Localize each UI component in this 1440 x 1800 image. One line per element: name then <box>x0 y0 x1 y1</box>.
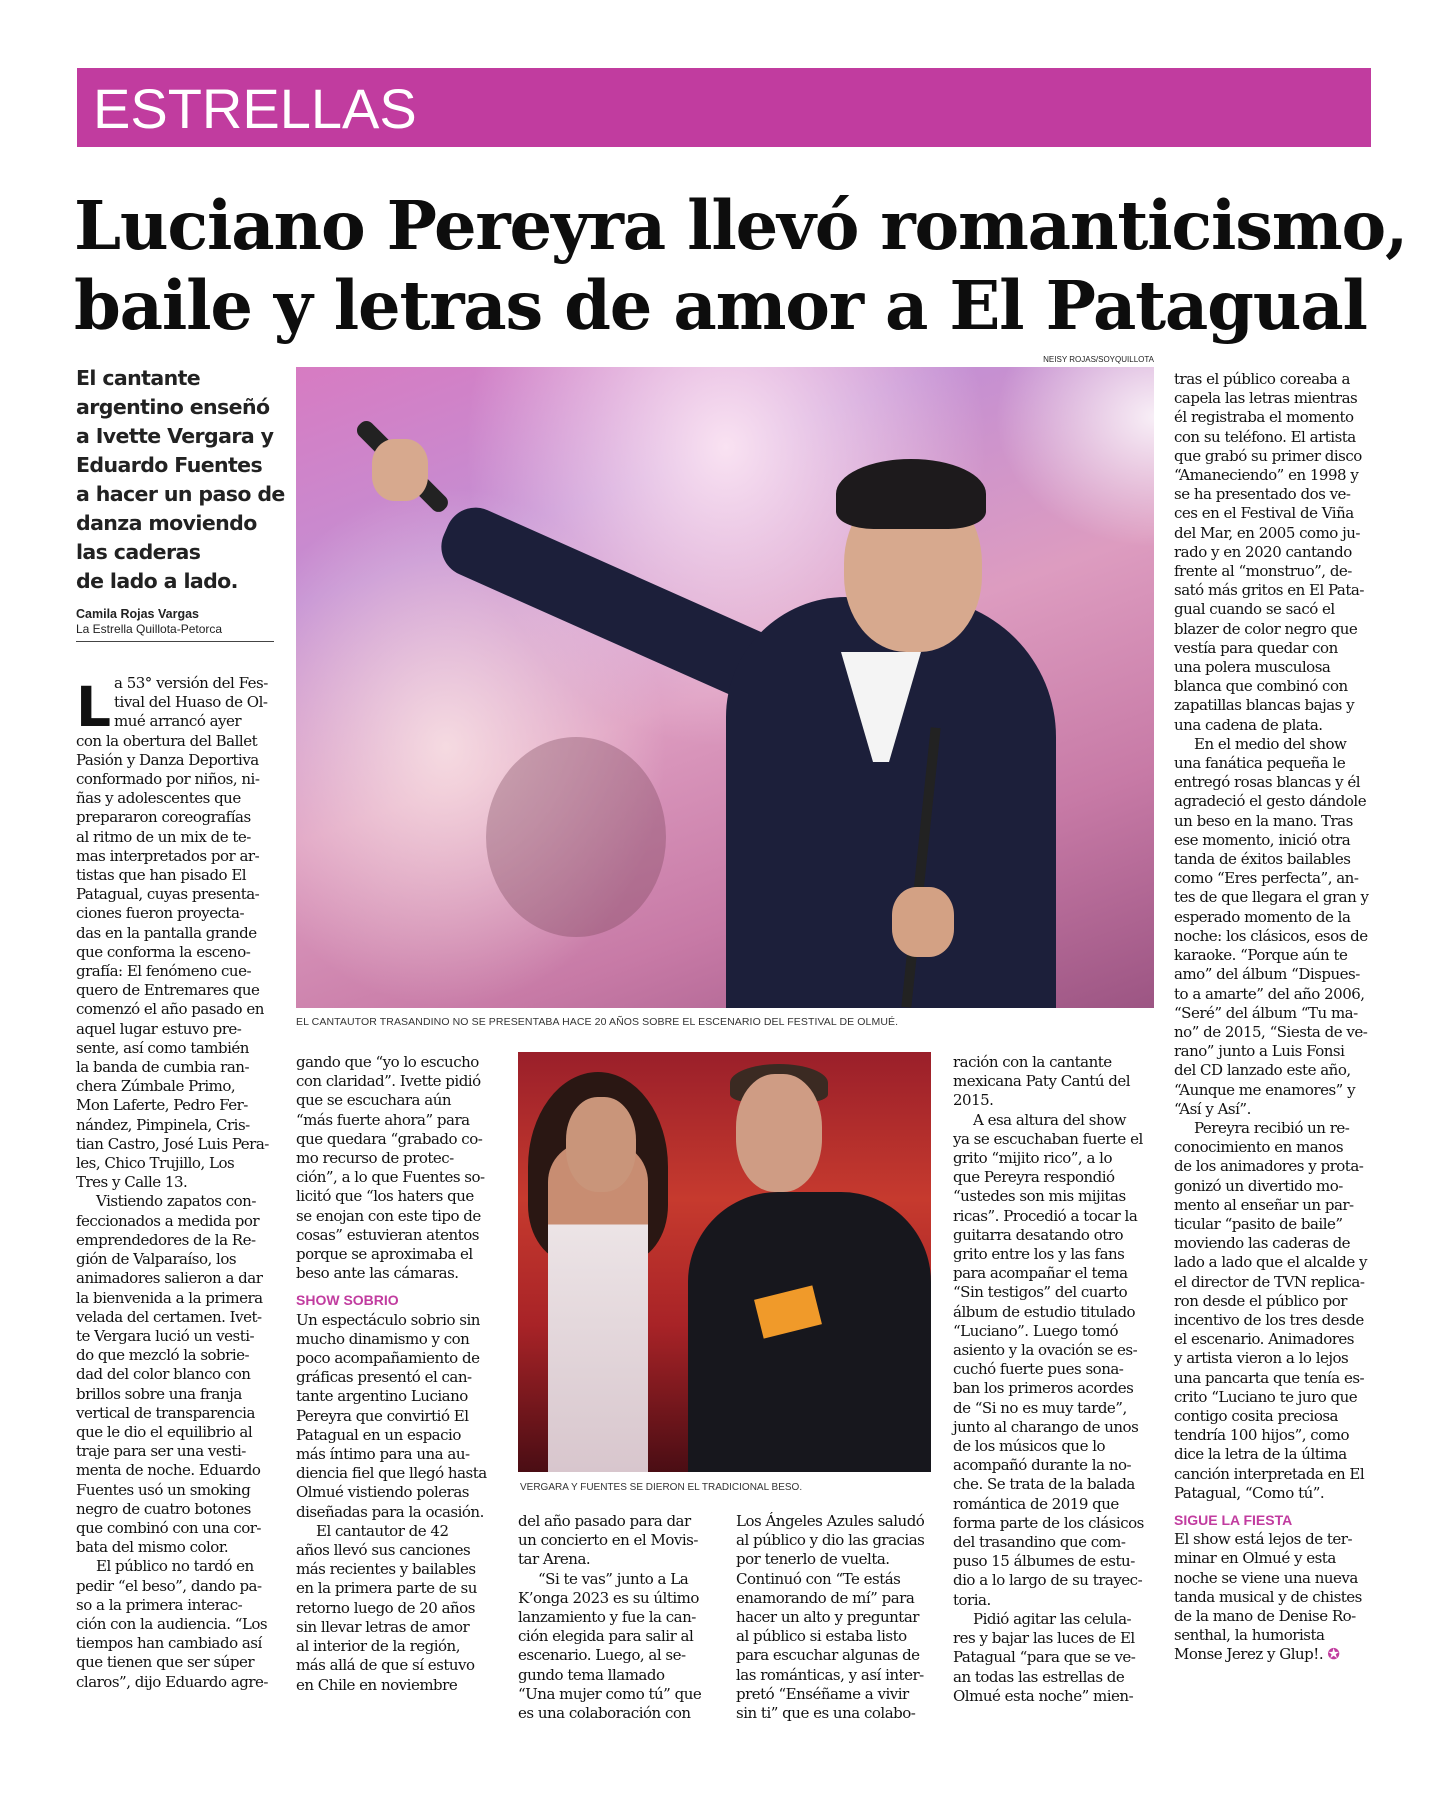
end-mark-icon: ✪ <box>1327 1645 1340 1664</box>
text-line: una polera musculosa <box>1174 658 1331 677</box>
text-line: “Seré” del álbum “Tu ma- <box>1174 1003 1358 1022</box>
text-line: puso 15 álbumes de estu- <box>953 1552 1135 1571</box>
article-column-5 <box>953 1053 1151 1706</box>
text-line: blanca que combinó con <box>1174 677 1348 696</box>
subhead-show-sobrio: SHOW SOBRIO <box>296 1292 399 1309</box>
text-line: conocimiento en manos <box>1174 1138 1344 1157</box>
text-line: tar Arena. <box>518 1550 591 1569</box>
text-line: Patagual, “Como tú”. <box>1174 1483 1325 1502</box>
hosts-photo-caption: VERGARA Y FUENTES SE DIERON EL TRADICIONAL BESO. <box>520 1482 803 1493</box>
text-line: agradeció el gesto dándole <box>1174 792 1367 811</box>
text-line: romántica de 2019 que <box>953 1494 1119 1513</box>
headline <box>74 186 1408 346</box>
article-column-1 <box>76 674 276 1692</box>
text-line: se enojan con este tipo de <box>296 1206 481 1225</box>
text-line: Pasión y Danza Deportiva <box>76 750 259 769</box>
photo-shape <box>688 1192 931 1472</box>
text-line: diencia fiel que llegó hasta <box>296 1464 487 1483</box>
article-column-6 <box>1174 370 1372 1665</box>
text-line: dad del color blanco con <box>76 1365 251 1384</box>
text-line: noche se viene una nueva <box>1174 1568 1358 1587</box>
text-line: lanzamiento y fue la can- <box>518 1608 696 1627</box>
text-line: tiempos han cambiado así <box>76 1634 262 1653</box>
text-line: de los músicos que lo <box>953 1437 1106 1456</box>
text-line: 2015. <box>953 1091 994 1110</box>
text-line: capela las letras mientras <box>1174 389 1358 408</box>
text-line: diseñadas para la ocasión. <box>296 1502 484 1521</box>
text-line: con la obertura del Ballet <box>76 731 258 750</box>
text-line: ración con la cantante <box>953 1053 1112 1071</box>
text-line: escenario. Luego, al se- <box>518 1646 686 1665</box>
hosts-photo <box>518 1052 931 1472</box>
text-line: en Chile en noviembre <box>296 1675 458 1694</box>
text-line: como “Eres perfecta”, an- <box>1174 869 1359 888</box>
text-line: al interior de la región, <box>296 1637 460 1656</box>
deck-line: danza moviendo <box>76 511 257 535</box>
text-line: una cadena de plata. <box>1174 715 1323 734</box>
text-line: que Pereyra respondió <box>953 1168 1115 1187</box>
text-line: grafía: El fenómeno cue- <box>76 962 252 981</box>
text-line: “Aunque me enamores” y <box>1174 1080 1356 1099</box>
text-line: “más fuerte ahora” para <box>296 1110 470 1129</box>
text-line: se ha presentado dos ve- <box>1174 485 1351 504</box>
author-name: Camila Rojas Vargas <box>76 607 199 621</box>
text-line: mexicana Paty Cantú del <box>953 1072 1131 1091</box>
text-line: rano” junto a Luis Fonsi <box>1174 1042 1345 1061</box>
text-line: años llevó sus canciones <box>296 1541 471 1560</box>
publication-name: La Estrella Quillota-Petorca <box>76 622 223 636</box>
text-line: ción elegida para salir al <box>518 1627 694 1646</box>
text-line: grito entre los y las fans <box>953 1245 1125 1264</box>
text-line: con claridad”. Ivette pidió <box>296 1072 481 1091</box>
text-line: mento al enseñar un par- <box>1174 1195 1354 1214</box>
text-line: asiento y la ovación se es- <box>953 1341 1138 1360</box>
section-title: ESTRELLAS <box>93 77 417 140</box>
text-line: das en la pantalla grande <box>76 923 257 942</box>
text-line: Patagual en un espacio <box>296 1425 461 1444</box>
text-line: crito “Luciano te juro que <box>1174 1387 1358 1406</box>
text-line: el director de TVN replica- <box>1174 1272 1365 1291</box>
text-line: Olmué esta noche” mien- <box>953 1686 1134 1705</box>
deck-line: argentino enseñó <box>76 395 270 419</box>
photo-shape <box>736 1074 822 1192</box>
text-line: Monse Jerez y Glup!. ✪ <box>1174 1645 1340 1664</box>
text-line: en la primera parte de su <box>296 1579 477 1598</box>
text-line: al ritmo de un mix de te- <box>76 827 251 846</box>
text-line: an todas las estrellas de <box>953 1667 1125 1686</box>
text-line: de los animadores y prota- <box>1174 1157 1364 1176</box>
subhead-sigue-la-fiesta: SIGUE LA FIESTA <box>1174 1511 1293 1528</box>
text-line: más íntimo para una au- <box>296 1445 470 1464</box>
text-line: sente, así como también <box>76 1038 249 1057</box>
text-line: una pancarta que tenía es- <box>1174 1368 1365 1387</box>
text-line: ción con la audiencia. “Los <box>76 1614 268 1633</box>
text-line: “Una mujer como tú” que <box>518 1684 702 1703</box>
text-line: álbum de estudio titulado <box>953 1302 1136 1321</box>
text-line: gando que “yo lo escucho <box>296 1053 479 1071</box>
text-line: acompañó durante la no- <box>953 1456 1132 1475</box>
text-line: del trasandino que com- <box>953 1533 1126 1552</box>
text-line: Mon Laferte, Pedro Fer- <box>76 1096 248 1115</box>
text-line: Pidió agitar las celula- <box>973 1609 1132 1628</box>
text-line: “Sin testigos” del cuarto <box>953 1283 1128 1302</box>
text-line: claros”, dijo Eduardo agre- <box>76 1672 268 1691</box>
text-line: tanda de éxitos bailables <box>1174 850 1351 869</box>
text-line: mucho dinamismo y con <box>296 1329 470 1348</box>
text-line: que conforma la esceno- <box>76 942 251 961</box>
text-line: El show está lejos de ter- <box>1174 1530 1353 1549</box>
text-line: lado a lado que el alcalde y <box>1174 1253 1367 1272</box>
text-line: ciones fueron proyecta- <box>76 904 245 923</box>
article-column-4 <box>736 1512 932 1723</box>
text-line: que tienen que ser súper <box>76 1653 255 1672</box>
text-line: nández, Pimpinela, Cris- <box>76 1115 250 1134</box>
deck <box>76 364 285 596</box>
text-line: contigo cosita preciosa <box>1174 1406 1339 1425</box>
text-line: gundo tema llamado <box>518 1665 665 1684</box>
text-line: A esa altura del show <box>973 1110 1126 1129</box>
text-line: vertical de transparencia <box>76 1403 255 1422</box>
text-line: “ustedes son mis mijitas <box>953 1187 1126 1206</box>
text-line: mué arrancó ayer <box>114 712 242 731</box>
text-line: canción interpretada en El <box>1174 1464 1365 1483</box>
text-line: grito “mijito rico”, a lo <box>953 1149 1113 1168</box>
text-line: so a la primera interac- <box>76 1595 243 1614</box>
text-line: del Mar, en 2005 como ju- <box>1174 523 1360 542</box>
text-line: por tenerlo de vuelta. <box>736 1550 890 1569</box>
text-line: noche: los clásicos, esos de <box>1174 926 1368 945</box>
text-line: que se escuchara aún <box>296 1091 452 1110</box>
text-line: prepararon coreografías <box>76 808 251 827</box>
text-line: K’onga 2023 es su último <box>518 1588 699 1607</box>
photo-shape <box>566 1097 636 1192</box>
text-line: tian Castro, José Luis Pera- <box>76 1134 269 1153</box>
photo-shape <box>836 459 986 529</box>
text-line: tras el público coreaba a <box>1174 370 1350 388</box>
deck-line: El cantante <box>76 366 201 390</box>
text-line: Patagual “para que se ve- <box>953 1648 1136 1667</box>
text-line: Vistiendo zapatos con- <box>96 1192 256 1211</box>
text-line: que quedara “grabado co- <box>296 1129 483 1148</box>
text-line: vestía para quedar con <box>1174 638 1338 657</box>
text-line: ban los primeros acordes <box>953 1379 1134 1398</box>
text-line: una fanática pequeña le <box>1174 754 1346 773</box>
text-line: velada del certamen. Ivet- <box>76 1307 262 1326</box>
text-line: que le dio el equilibrio al <box>76 1422 253 1441</box>
main-photo-singer <box>296 367 1154 1008</box>
article-column-2 <box>296 1053 494 1695</box>
byline <box>76 606 274 642</box>
text-line: dice la letra de la última <box>1174 1445 1347 1464</box>
text-line: que combinó con una cor- <box>76 1518 261 1537</box>
text-line: Pereyra recibió un re- <box>1194 1118 1350 1137</box>
text-line: “Luciano”. Luego tomó <box>953 1321 1119 1340</box>
text-line: les, Chico Trujillo, Los <box>76 1154 235 1173</box>
text-line: dio a lo largo de su trayec- <box>953 1571 1143 1590</box>
text-line: para acompañar el tema <box>953 1264 1128 1283</box>
text-line: al público si estaba listo <box>736 1627 907 1646</box>
photo-shape <box>372 439 428 501</box>
text-line: Olmué vistiendo poleras <box>296 1483 469 1502</box>
text-line: aquel lugar estuvo pre- <box>76 1019 242 1038</box>
text-line: cosas” estuvieran atentos <box>296 1225 479 1244</box>
text-line: a 53° versión del Fes- <box>114 674 268 692</box>
text-line: gonizó un divertido mo- <box>1174 1176 1343 1195</box>
text-line: El público no tardó en <box>96 1557 254 1576</box>
text-line: retorno luego de 20 años <box>296 1598 475 1617</box>
text-line: bata del mismo color. <box>76 1538 229 1557</box>
text-line: rado y en 2020 cantando <box>1174 542 1352 561</box>
text-line: karaoke. “Porque aún te <box>1174 946 1348 965</box>
text-line: brillos sobre una franja <box>76 1384 242 1403</box>
headline-line: baile y letras de amor a El Patagual <box>74 266 1367 345</box>
text-line: toria. <box>953 1590 991 1609</box>
text-line: gráficas presentó el can- <box>296 1368 472 1387</box>
text-line: más allá de que sí estuvo <box>296 1656 475 1675</box>
text-line: hacer un alto y preguntar <box>736 1608 919 1627</box>
article-column-3 <box>518 1512 716 1723</box>
text-line: gual cuando se sacó el <box>1174 600 1335 619</box>
text-line: senthal, la humorista <box>1174 1626 1325 1645</box>
deck-line: las caderas <box>76 540 201 564</box>
spacer <box>1174 1503 1372 1511</box>
deck-line: Eduardo Fuentes <box>76 453 263 477</box>
text-line: ces en el Festival de Viña <box>1174 504 1354 523</box>
text-line: ya se escuchaban fuerte el <box>953 1129 1143 1148</box>
text-line: traje para ser una vesti- <box>76 1442 246 1461</box>
text-line: enamorando de mí” para <box>736 1588 915 1607</box>
text-line: del CD lanzado este año, <box>1174 1061 1351 1080</box>
text-line: menta de noche. Eduardo <box>76 1461 261 1480</box>
text-line: sató más gritos en El Pata- <box>1174 581 1364 600</box>
text-line: al público y dio las gracias <box>736 1531 925 1550</box>
text-line: amo” del álbum “Dispues- <box>1174 965 1360 984</box>
text-line: guitarra desatando otro <box>953 1225 1123 1244</box>
text-line: la bienvenida a la primera <box>76 1288 263 1307</box>
text-line: y artista vieron a lo lejos <box>1174 1349 1349 1368</box>
text-line: ñas y adolescentes que <box>76 789 241 808</box>
text-line: conformado por niños, ni- <box>76 770 260 789</box>
text-line: negro de cuatro botones <box>76 1499 251 1518</box>
main-photo-caption: EL CANTAUTOR TRASANDINO NO SE PRESENTABA HACE 20 AÑOS SOBRE EL ESCENARIO DEL FESTIVAL DE OLMUÉ. <box>296 1016 899 1028</box>
text-line: che. Se trata de la balada <box>953 1475 1135 1494</box>
text-line: beso ante las cámaras. <box>296 1264 459 1283</box>
text-line: tistas que han pisado El <box>76 866 247 885</box>
section-banner <box>77 68 1371 147</box>
text-line: “Si te vas” junto a La <box>538 1569 689 1588</box>
text-line: emprendedores de la Re- <box>76 1230 256 1249</box>
text-line: blazer de color negro que <box>1174 619 1358 638</box>
text-line: minar en Olmué y esta <box>1174 1549 1336 1568</box>
spacer <box>296 1283 494 1291</box>
text-line: forma parte de los clásicos <box>953 1513 1144 1532</box>
text-line: feccionados a medida por <box>76 1211 260 1230</box>
text-line: gión de Valparaíso, los <box>76 1250 237 1269</box>
text-line: ticular “pasito de baile” <box>1174 1214 1343 1233</box>
text-line: con su teléfono. El artista <box>1174 427 1356 446</box>
text-line: un beso en la mano. Tras <box>1174 811 1353 830</box>
text-line: para escuchar algunas de <box>736 1646 920 1665</box>
photo-credit: NEISY ROJAS/SOYQUILLOTA <box>1043 355 1154 364</box>
photo-shape <box>486 737 666 937</box>
text-line: poco acompañamiento de <box>296 1349 480 1368</box>
text-line: res y bajar las luces de El <box>953 1629 1135 1648</box>
text-line: “Así y Así”. <box>1174 1099 1251 1118</box>
text-line: moviendo las caderas de <box>1174 1234 1351 1253</box>
text-line: del año pasado para dar <box>518 1512 691 1530</box>
text-line: Pereyra que convirtió El <box>296 1406 469 1425</box>
text-line: animadores salieron a dar <box>76 1269 263 1288</box>
text-line: no” de 2015, “Siesta de ve- <box>1174 1022 1368 1041</box>
text-line: él registraba el momento <box>1174 408 1354 427</box>
text-line: ron desde el público por <box>1174 1291 1347 1310</box>
text-line: sin ti” que es una colabo- <box>736 1704 916 1723</box>
text-line: “Amaneciendo” en 1998 y <box>1174 466 1359 485</box>
text-line: tendría 100 hijos”, como <box>1174 1426 1349 1445</box>
text-line: Patagual, cuyas presenta- <box>76 885 260 904</box>
text-line: El cantautor de 42 <box>316 1521 449 1540</box>
text-line: te Vergara lució un vesti- <box>76 1326 255 1345</box>
text-line: licitó que “los haters que <box>296 1187 474 1206</box>
text-line: tanda musical y de chistes <box>1174 1587 1362 1606</box>
text-line: mo recurso de protec- <box>296 1149 454 1168</box>
text-line: En el medio del show <box>1194 734 1347 753</box>
text-line: tante argentino Luciano <box>296 1387 468 1406</box>
text-line: Fuentes usó un smoking <box>76 1480 251 1499</box>
text-line: Continuó con “Te estás <box>736 1569 901 1588</box>
text-line: sin llevar letras de amor <box>296 1617 470 1636</box>
text-line: el escenario. Animadores <box>1174 1330 1355 1349</box>
text-line: es una colaboración con <box>518 1704 691 1723</box>
drop-cap: L <box>76 675 112 739</box>
deck-line: a Ivette Vergara y <box>76 424 274 448</box>
text-line: pretó “Enséñame a vivir <box>736 1684 909 1703</box>
text-line: las románticas, y así inter- <box>736 1665 924 1684</box>
text-line: to a amarte” del año 2006, <box>1174 984 1365 1003</box>
text-line: ción”, a lo que Fuentes so- <box>296 1168 485 1187</box>
text-line: Un espectáculo sobrio sin <box>296 1310 480 1329</box>
deck-line: a hacer un paso de <box>76 482 285 506</box>
text-line: porque se aproximaba el <box>296 1245 473 1264</box>
text-line: Los Ángeles Azules saludó <box>736 1512 925 1530</box>
text-line: cuchó fuerte pues sona- <box>953 1360 1124 1379</box>
text-line: de la mano de Denise Ro- <box>1174 1607 1356 1625</box>
text-line: tes de que llegara el gran y <box>1174 888 1369 907</box>
text-line: junto al charango de unos <box>953 1417 1139 1436</box>
text-line: Tres y Calle 13. <box>76 1173 188 1192</box>
text-line: tival del Huaso de Ol- <box>114 693 268 712</box>
text-line: que grabó su primer disco <box>1174 446 1362 465</box>
deck-line: de lado a lado. <box>76 569 238 593</box>
text-line: ese momento, inició otra <box>1174 830 1351 849</box>
text-line: frente al “monstruo”, de- <box>1174 562 1352 581</box>
headline-line: Luciano Pereyra llevó romanticismo, <box>74 186 1408 265</box>
text-line: do que mezcló la sobrie- <box>76 1346 250 1365</box>
text-line: la banda de cumbia ran- <box>76 1058 250 1077</box>
text-line: un concierto en el Movis- <box>518 1531 698 1550</box>
text-line: comenzó el año pasado en <box>76 1000 264 1019</box>
text-line: de “Si no es muy tarde”, <box>953 1398 1127 1417</box>
text-line: chera Zúmbale Primo, <box>76 1077 236 1096</box>
text-line: esperado momento de la <box>1174 907 1351 926</box>
photo-shape <box>892 887 954 957</box>
text-line: más recientes y bailables <box>296 1560 476 1579</box>
text-line: zapatillas blancas bajas y <box>1174 696 1355 715</box>
text-line: ricas”. Procedió a tocar la <box>953 1206 1138 1225</box>
text-line: mas interpretados por ar- <box>76 846 260 865</box>
text-line: quero de Entremares que <box>76 981 260 1000</box>
text-line: entregó rosas blancas y él <box>1174 773 1361 792</box>
text-line: pedir “el beso”, dando pa- <box>76 1576 262 1595</box>
text-line: incentivo de los tres desde <box>1174 1310 1364 1329</box>
